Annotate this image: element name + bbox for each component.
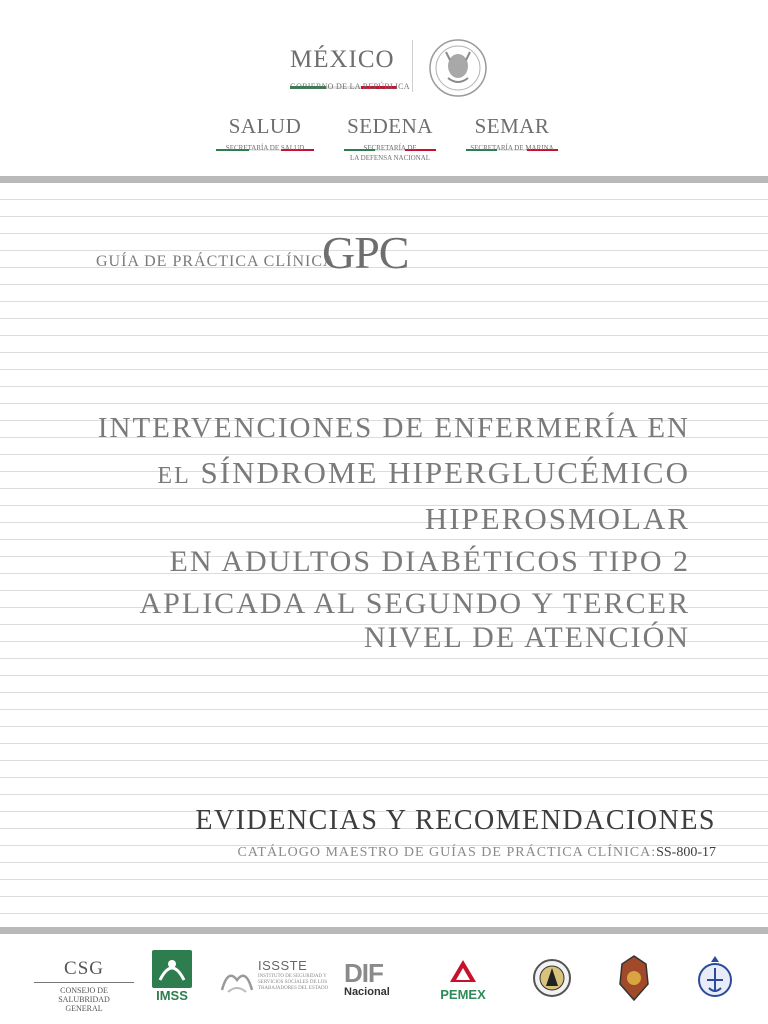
dif-subtitle: Nacional (344, 986, 390, 998)
sedena-seal-icon (532, 956, 572, 1000)
gobierno-label: GOBIERNO DE LA REPÚBLICA (290, 82, 410, 91)
title-line-2-main: SÍNDROME HIPERGLUCÉMICO (200, 455, 690, 490)
sedena-subtitle-line1: SECRETARÍA DE (363, 144, 417, 152)
title-line-1: INTERVENCIONES DE ENFERMERÍA EN (97, 412, 690, 444)
semar-seal-icon (695, 954, 735, 1002)
pemex-text: PEMEX (440, 987, 486, 1002)
title-line-3: HIPEROSMOLAR (424, 501, 690, 536)
csg-subtitle-1: CONSEJO DE SALUBRIDAD (58, 986, 110, 1004)
band-top-border (0, 176, 768, 183)
sedena-subtitle (338, 143, 442, 163)
semar-logo: SEMAR (474, 114, 550, 138)
dif-logo (344, 960, 396, 998)
salud-subtitle: SECRETARÍA DE SALUD (225, 144, 305, 152)
imss-logo (150, 950, 194, 1006)
title-line-2 (157, 455, 690, 491)
catalogo-code: SS-800-17 (656, 845, 716, 860)
title-line-2-prefix: EL (157, 463, 191, 489)
imss-text: IMSS (156, 988, 188, 1003)
gpc-acronym: GPC (322, 227, 409, 278)
pemex-flame-icon (448, 958, 478, 984)
title-line-4: EN ADULTOS DIABÉTICOS TIPO 2 (169, 545, 690, 578)
mexican-coat-of-arms-icon (428, 38, 488, 98)
sedena-rule (344, 138, 436, 140)
title-line-6: NIVEL DE ATENCIÓN (363, 621, 690, 654)
csg-rule (34, 982, 134, 983)
tricolor-rule (290, 76, 398, 79)
csg-acronym: CSG (64, 958, 104, 979)
salud-logo: SALUD (228, 114, 302, 138)
pemex-logo (430, 958, 496, 1002)
semar-subtitle: SECRETARÍA DE MARINA (470, 144, 554, 152)
evidencias-heading: EVIDENCIAS Y RECOMENDACIONES (195, 805, 716, 836)
dif-text: DIF (344, 958, 383, 988)
mexico-wordmark: MÉXICO (290, 46, 395, 73)
csg-logo (34, 958, 134, 1013)
header-divider (412, 40, 413, 92)
guide-label: GUÍA DE PRÁCTICA CLÍNICA (96, 253, 336, 270)
catalogo-label: CATÁLOGO MAESTRO DE GUÍAS DE PRÁCTICA CLÍNICA: (237, 845, 657, 860)
title-line-5: APLICADA AL SEGUNDO Y TERCER (139, 587, 690, 620)
csg-subtitle-2: GENERAL (65, 1004, 103, 1013)
issste-emblem-icon (218, 960, 256, 998)
semar-rule (466, 138, 558, 140)
sedena-logo: SEDENA (347, 114, 433, 138)
salud-rule (216, 138, 314, 140)
issste-text: ISSSTE (258, 958, 308, 973)
catalogo-line (238, 845, 716, 861)
band-bottom-border (0, 927, 768, 934)
sedena-subtitle-line2: LA DEFENSA NACIONAL (349, 154, 431, 162)
issste-logo (218, 958, 329, 1002)
imss-emblem-icon (152, 950, 192, 988)
issste-subtitle: INSTITUTO DE SEGURIDAD Y SERVICIOS SOCIALES DE LOS TRABAJADORES DEL ESTADO (258, 974, 329, 991)
army-emblem-icon (618, 954, 650, 1002)
